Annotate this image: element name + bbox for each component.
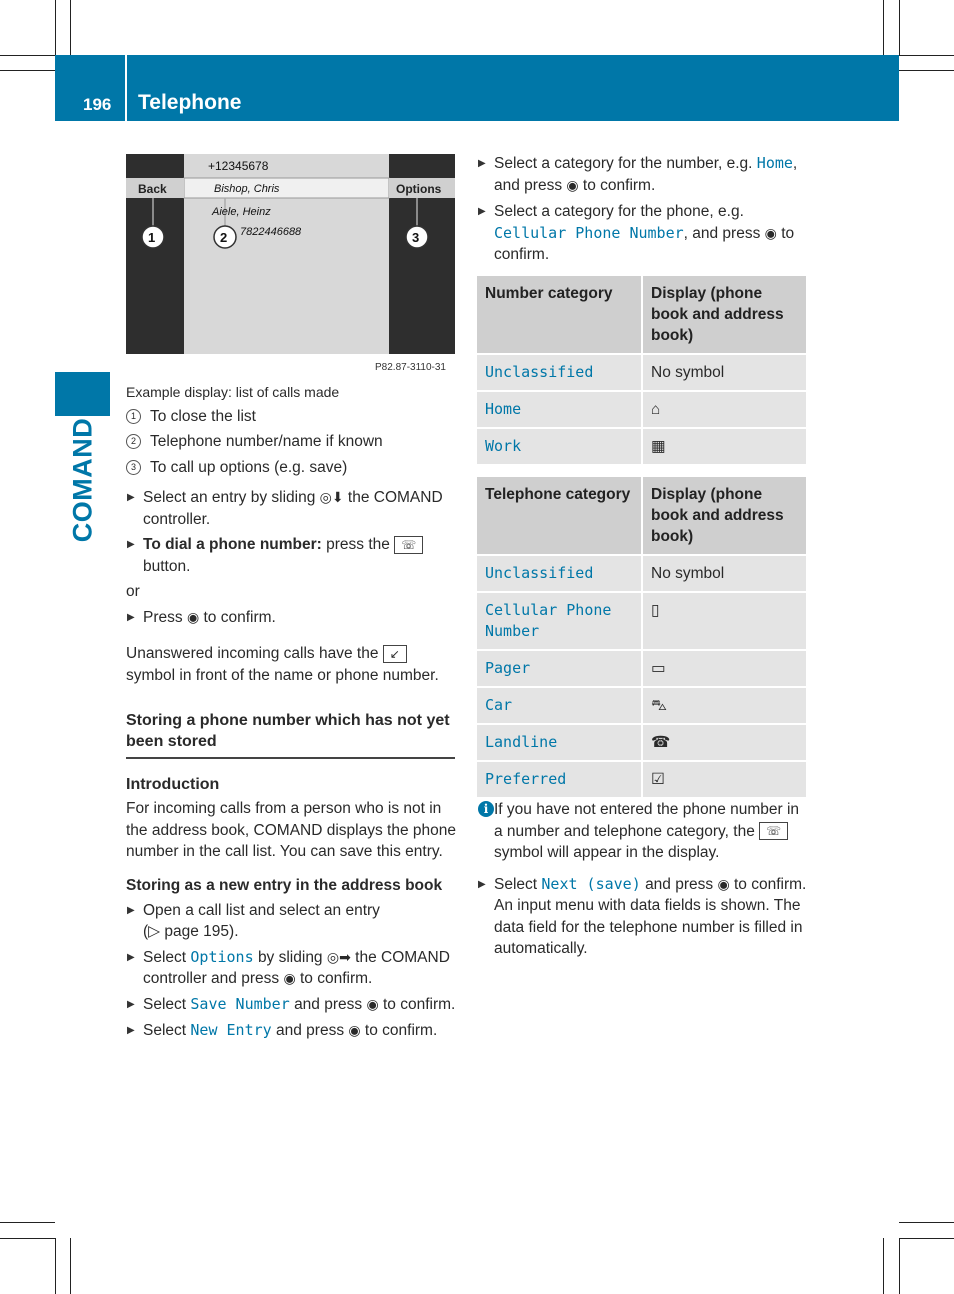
crop-mark [55, 1238, 56, 1294]
or-text: or [126, 583, 140, 601]
screen-entry-number: +12345678 [208, 159, 269, 173]
instruction-step: ▶ Select Options by sliding ◎➡ the COMAND controller and press ◉ to confirm. [126, 947, 456, 990]
crop-mark [0, 70, 55, 71]
crop-mark [899, 0, 900, 55]
press-controller-icon: ◉ [717, 875, 730, 892]
cellular-category: Cellular Phone Number [494, 223, 684, 242]
call-list-screen [126, 154, 455, 376]
table-row: Home ⌂ [477, 391, 806, 428]
home-icon: ⌂ [651, 401, 661, 418]
options-softkey: Options [396, 182, 442, 196]
instruction-step: ▶ Select a category for the number, e.g. Home, and press ◉ to confirm. [477, 153, 807, 196]
instruction-step: ▶ Select a category for the phone, e.g. Cellular Phone Number, and press ◉ to confirm. [477, 201, 807, 266]
instruction-step: ▶ Select New Entry and press ◉ to confirm. [126, 1020, 456, 1042]
instruction-step: ▶ Open a call list and select an entry (▷ page 195). [126, 900, 456, 943]
side-tab-marker [55, 372, 110, 416]
crop-mark [70, 0, 71, 55]
crop-mark [883, 1238, 884, 1294]
work-building-icon: ▦ [651, 438, 666, 455]
press-controller-icon: ◉ [348, 1021, 361, 1038]
back-softkey: Back [138, 182, 167, 196]
instruction-step: ▶ To dial a phone number: press the ☏ button. [126, 534, 456, 577]
header-divider [125, 55, 127, 121]
press-controller-icon: ◉ [764, 224, 777, 241]
intro-text: For incoming calls from a person who is not in the address book, COMAND displays the phone number in the call list. You can save this entry. [126, 800, 456, 861]
page-header [55, 55, 899, 121]
table-header: Number category Display (phone book and address book) [477, 276, 806, 354]
section-heading: Storing a phone number which has not yet been stored [126, 712, 450, 751]
crop-mark [899, 55, 954, 56]
table-header: Telephone category Display (phone book and address book) [477, 477, 806, 555]
left-column [126, 382, 456, 1041]
dial-phone-icon: ☏ [394, 536, 423, 554]
press-controller-icon: ◉ [186, 608, 200, 625]
crop-mark [899, 1222, 954, 1223]
crop-mark [899, 1238, 954, 1239]
crop-mark [70, 1238, 71, 1294]
callout-2: 2 [220, 230, 228, 245]
page-number: 196 [83, 95, 112, 114]
intro-heading: Introduction [126, 776, 220, 794]
number-category-table [477, 276, 806, 466]
home-category: Home [756, 154, 793, 172]
save-number-menu-item: Save Number [190, 995, 290, 1014]
table-row: Car ⛍ [477, 687, 806, 724]
instruction-step: ▶ Select Save Number and press ◉ to confirm. [126, 994, 456, 1016]
info-icon: i [478, 801, 494, 817]
instruction-step: ▶ Select Next (save) and press ◉ to confirm. An input menu with data fields is shown. The data field for the telephone number is filled in automatically. [477, 874, 807, 960]
slide-controller-icon: ◎⬇ [319, 489, 344, 506]
right-column-top [477, 153, 807, 266]
press-controller-icon: ◉ [366, 996, 379, 1013]
section-divider [126, 757, 455, 759]
right-column-bottom [477, 799, 807, 960]
side-tab-label: COMAND [67, 417, 97, 543]
crop-mark [0, 1238, 55, 1239]
figure-code: P82.87-3110-31 [375, 362, 446, 373]
callout-number: 3 [126, 460, 141, 475]
new-entry-menu-item: New Entry [190, 1020, 272, 1039]
screen-entry-number: 7822446688 [240, 226, 302, 238]
car-icon: ⛍ [651, 697, 667, 714]
table-row: Pager ▭ [477, 650, 806, 687]
display-illustration [126, 154, 455, 376]
table-row: Unclassified No symbol [477, 354, 806, 391]
legend-item: 3 To call up options (e.g. save) [126, 457, 456, 479]
table-row: Preferred ☑ [477, 761, 806, 798]
table-row: Unclassified No symbol [477, 555, 806, 592]
mobile-phone-icon: ▯ [651, 602, 660, 619]
callout-3: 3 [412, 230, 420, 245]
table-row: Cellular Phone Number ▯ [477, 592, 806, 650]
sub-heading: Storing as a new entry in the address book [126, 876, 443, 894]
crop-mark [55, 0, 56, 55]
figure-caption: Example display: list of calls made [126, 384, 340, 400]
slide-controller-icon: ◎➡ [326, 948, 351, 965]
callout-1: 1 [148, 230, 156, 245]
next-save-menu-item: Next (save) [541, 874, 641, 893]
press-controller-icon: ◉ [566, 176, 579, 193]
instruction-step: ▶ Press ◉ to confirm. [126, 607, 456, 629]
crop-mark [883, 0, 884, 55]
table-row: Work ▦ [477, 428, 806, 465]
screen-entry-name: Bishop, Chris [214, 183, 280, 195]
options-menu-item: Options [190, 947, 254, 966]
crop-mark [899, 1238, 900, 1294]
press-controller-icon: ◉ [283, 970, 296, 987]
screen-entry-name: Aiele, Heinz [212, 206, 271, 218]
pager-icon: ▭ [651, 660, 666, 677]
missed-call-icon: ↙ [383, 645, 407, 663]
table-row: Landline ☎ [477, 724, 806, 761]
unanswered-note: Unanswered incoming calls have the ↙ symbol in front of the name or phone number. [126, 645, 439, 684]
crop-mark [0, 55, 55, 56]
crop-mark [0, 1222, 55, 1223]
callout-number: 1 [126, 409, 141, 424]
phone-icon: ☏ [759, 822, 788, 840]
legend-item: 1 To close the list [126, 406, 456, 428]
legend-item: 2 Telephone number/name if known [126, 431, 456, 453]
page-title: Telephone [138, 91, 242, 114]
info-note: i If you have not entered the phone number in a number and telephone category, the ☏ symbol will appear in the display. [477, 799, 807, 864]
crop-mark [899, 70, 954, 71]
instruction-step: ▶ Select an entry by sliding ◎⬇ the COMAND controller. [126, 487, 456, 530]
telephone-category-table [477, 477, 806, 799]
callout-number: 2 [126, 434, 141, 449]
landline-phone-icon: ☎ [651, 734, 671, 751]
checkbox-checked-icon: ☑ [651, 771, 665, 788]
